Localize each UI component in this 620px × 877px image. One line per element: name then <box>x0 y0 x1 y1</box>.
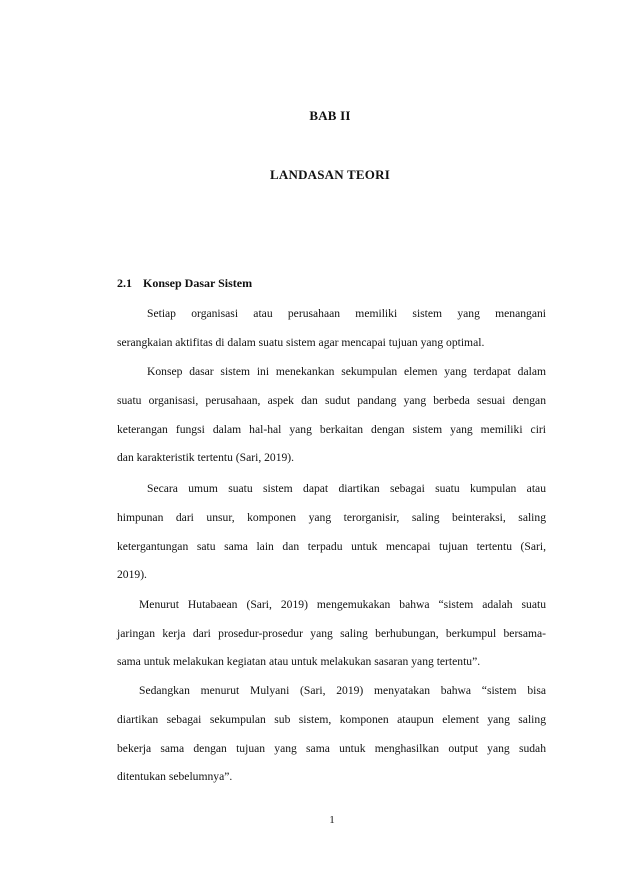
page-number: 1 <box>329 814 335 826</box>
paragraph-line: himpunan dari unsur, komponen yang terorganisir, saling beinteraksi, saling <box>117 511 546 524</box>
paragraph-line: ditentukan sebelumnya”. <box>117 770 233 783</box>
chapter-title: LANDASAN TEORI <box>270 167 390 182</box>
paragraph-line: ketergantungan satu sama lain dan terpadu untuk mencapai tujuan tertentu (Sari, <box>117 540 546 553</box>
paragraph-line: jaringan kerja dari prosedur-prosedur yang saling berhubungan, berkumpul bersama- <box>117 627 546 640</box>
paragraph-line: serangkaian aktifitas di dalam suatu sistem agar mencapai tujuan yang optimal. <box>117 336 485 349</box>
section-number: 2.1 <box>117 276 132 290</box>
paragraph-line: diartikan sebagai sekumpulan sub sistem, komponen ataupun element yang saling <box>117 713 546 726</box>
paragraph-line: Konsep dasar sistem ini menekankan sekumpulan elemen yang terdapat dalam <box>147 365 546 378</box>
paragraph-line: keterangan fungsi dalam hal-hal yang berkaitan dengan sistem yang memiliki ciri <box>117 423 546 436</box>
paragraph-line: dan karakteristik tertentu (Sari, 2019). <box>117 451 295 464</box>
paragraph-line: Sedangkan menurut Mulyani (Sari, 2019) menyatakan bahwa “sistem bisa <box>139 684 546 697</box>
section-title: Konsep Dasar Sistem <box>143 276 253 290</box>
paragraph-line: Setiap organisasi atau perusahaan memiliki sistem yang menangani <box>147 307 546 320</box>
paragraph-line: suatu organisasi, perusahaan, aspek dan sudut pandang yang berbeda sesuai dengan <box>117 394 546 407</box>
paragraph-line: sama untuk melakukan kegiatan atau untuk melakukan sasaran yang tertentu”. <box>117 655 481 668</box>
chapter-number: BAB II <box>309 108 351 123</box>
paragraph-line: Secara umum suatu sistem dapat diartikan sebagai suatu kumpulan atau <box>147 482 546 495</box>
paragraph-line: 2019). <box>117 568 147 581</box>
paragraph-line: bekerja sama dengan tujuan yang sama untuk menghasilkan output yang sudah <box>117 742 546 755</box>
section-heading <box>117 276 252 291</box>
paragraph-line: Menurut Hutabaean (Sari, 2019) mengemukakan bahwa “sistem adalah suatu <box>139 598 546 611</box>
